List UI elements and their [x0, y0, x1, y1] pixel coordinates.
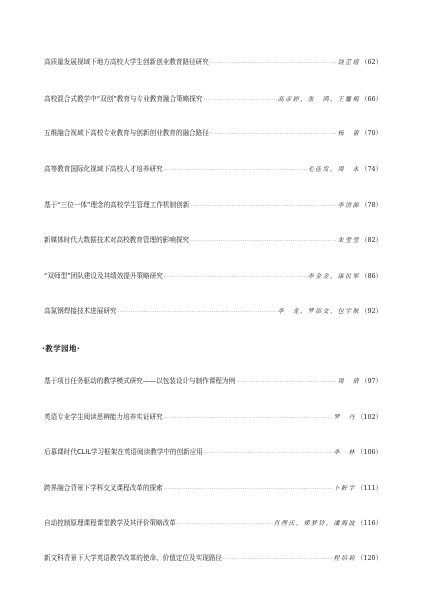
- toc-entry-page: （70）: [361, 129, 382, 137]
- toc-entry-page: （102）: [357, 413, 382, 421]
- toc-entry-title: 高校混合式教学中“双创”教育与专业教育融合策略探究: [44, 95, 203, 103]
- dot-leader: [223, 552, 332, 566]
- toc-entry-author: 罗 丹: [333, 414, 357, 421]
- toc-entry-author: 杨 蕾: [337, 130, 361, 137]
- toc-entry-title: 基于“三位一体”理念的高校学生管理工作机制创新: [44, 201, 190, 209]
- dot-leader: [190, 199, 336, 213]
- toc-entry-title: 新文科背景下大学英语教学改革的使命、价值定位及实现路径: [44, 554, 223, 562]
- toc-entry-title: 五维融合视域下高校专业教育与创新创业教育的融合路径: [44, 129, 209, 137]
- toc-entry-title: 自动控制原理课程课堂教学及其评价策略改革: [44, 519, 176, 527]
- toc-entry-page: （66）: [361, 95, 382, 103]
- dot-leader: [177, 517, 273, 531]
- toc-entry-author: 李 龙，罗添文，包宇航: [277, 308, 361, 315]
- toc-entry-page: （82）: [361, 236, 382, 244]
- toc-entry-author: 李 林: [333, 449, 357, 456]
- dot-leader: [210, 127, 337, 141]
- toc-entry-author: 肖理庆，郑梦铃，潘海波: [273, 520, 357, 527]
- dot-leader: [204, 446, 333, 460]
- toc-entry-title: 高等教育国际化视域下高校人才培养研究: [44, 165, 163, 173]
- toc-entry-author: 卜軒宇: [333, 485, 357, 492]
- toc-entry-page: （116）: [357, 519, 382, 527]
- dot-leader: [164, 270, 307, 284]
- toc-entry-page: （120）: [357, 554, 382, 562]
- toc-entry-page: （86）: [361, 272, 382, 280]
- toc-entry-author: 李金金，康民军: [307, 273, 361, 280]
- toc-entry-title: 高氮钢焊接技术进展研究: [44, 307, 117, 315]
- toc-entry[interactable]: [44, 304, 382, 318]
- toc-entry-page: （111）: [357, 484, 382, 492]
- toc-entry-author: 朱莹莹: [337, 237, 361, 244]
- toc-entry-title: 新媒体时代大数据技术对高校教育管理的影响探究: [44, 236, 190, 244]
- toc-entry[interactable]: [44, 233, 382, 247]
- toc-entry-title: 基于项目任务驱动的教学模式研究——以包装设计与制作课程为例: [44, 377, 236, 385]
- toc-entry[interactable]: [44, 516, 382, 530]
- dot-leader: [118, 305, 277, 319]
- toc-entry[interactable]: [44, 410, 382, 424]
- toc-entry[interactable]: [44, 445, 382, 459]
- toc-entry-author: 周 倩: [337, 378, 361, 385]
- toc-entry-page: （62）: [361, 58, 382, 66]
- toc-entry[interactable]: [44, 481, 382, 495]
- toc-entry-page: （97）: [361, 377, 382, 385]
- toc-entry-page: （74）: [361, 165, 382, 173]
- toc-entry[interactable]: [44, 374, 382, 388]
- dot-leader: [164, 411, 333, 425]
- toc-entry-page: （92）: [361, 307, 382, 315]
- toc-entry-page: （78）: [361, 201, 382, 209]
- toc-entry[interactable]: [44, 198, 382, 212]
- toc-entry-title: “双师型”团队建设及其绩效提升策略研究: [44, 272, 163, 280]
- toc-entry-title: 后慕课时代CLIL学习框架在英语阅读教学中的创新应用: [44, 448, 203, 456]
- dot-leader: [236, 375, 336, 389]
- dot-leader: [164, 482, 333, 496]
- toc-entry[interactable]: [44, 269, 382, 283]
- toc-entry-author: 毛佳发，周 永: [307, 166, 361, 173]
- dot-leader: [204, 93, 277, 107]
- dot-leader: [164, 163, 307, 177]
- toc-entry[interactable]: [44, 551, 382, 565]
- dot-leader: [190, 234, 337, 248]
- toc-entry-title: 高质量发展视域下地方高校大学生创新创业教育路径研究: [44, 58, 209, 66]
- toc-entry-author: 饶芷瑄: [337, 59, 361, 66]
- toc-entry-author: 程培莉: [333, 555, 357, 562]
- toc-entry[interactable]: [44, 162, 382, 176]
- toc-entry-page: （106）: [357, 448, 382, 456]
- dot-leader: [210, 56, 337, 70]
- toc-entry[interactable]: [44, 55, 382, 69]
- toc-entry-author: 高彦婷，张 鸿，王馨梅: [277, 96, 361, 103]
- toc-entry[interactable]: [44, 126, 382, 140]
- toc-entry[interactable]: [44, 92, 382, 106]
- toc-entry-author: 李清源: [337, 202, 361, 209]
- toc-entry-title: 跨界融合背景下学科交叉课程改革的探索: [44, 484, 163, 492]
- section-header: ·教学园地·: [42, 344, 81, 353]
- toc-entry-title: 英语专业学生阅读思辨能力培养实证研究: [44, 413, 163, 421]
